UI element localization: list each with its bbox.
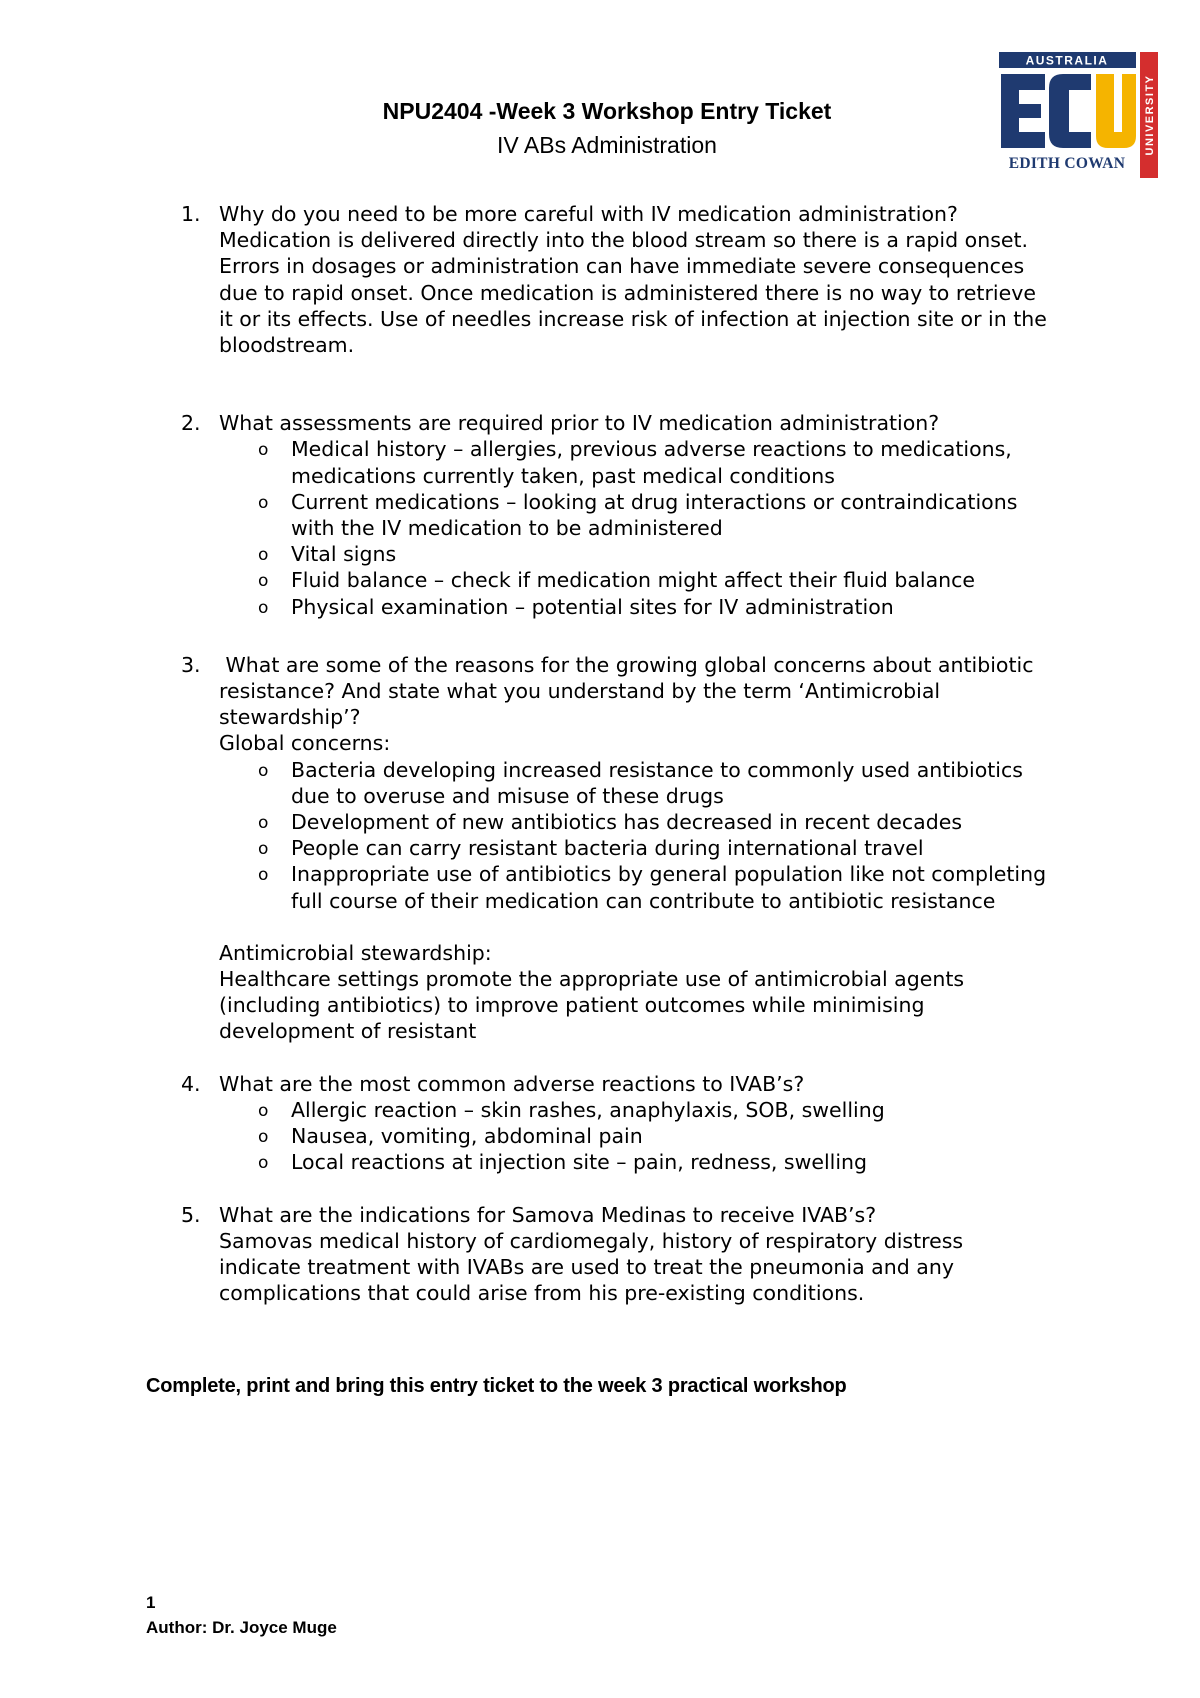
bullet-o-icon: o [258,1153,269,1174]
answer-bullet-list [219,1097,1049,1176]
list-item [219,835,1051,861]
answer-text: Healthcare settings promote the appropriate use of antimicrobial agents (including antibiotics) to improve patient outcomes while minimising development of resistant [219,967,971,1044]
logo-side-text: UNIVERSITY [1144,74,1156,156]
page-subtitle: IV ABs Administration [497,132,717,158]
spacer [0,358,1200,410]
bullet-o-icon: o [258,571,269,592]
list-item-text: Physical examination – potential sites for IV administration [291,594,894,619]
list-item-text: Current medications – looking at drug interactions or contraindications with the IV medication to be administered [291,489,1018,541]
bullet-o-icon: o [258,545,269,566]
list-item [219,541,1051,567]
question-text: What are the indications for Samova Medinas to receive IVAB’s? [219,1202,877,1227]
list-item [219,489,1051,541]
answer-heading: Antimicrobial stewardship: [219,940,492,965]
list-item-text: Development of new antibiotics has decreased in recent decades [291,810,963,835]
page-number: 1 [146,1593,156,1612]
list-item [219,436,1051,488]
list-item-text: People can carry resistant bacteria during international travel [291,836,924,861]
question-text: What are some of the reasons for the growing global concerns about antibiotic resistance? And state what you understand by the term ‘Antimicrobial stewardship’? [219,652,1041,730]
spacer [219,914,1049,940]
question-text: Why do you need to be more careful with IV medication administration? [219,202,958,226]
question-number: 1. [181,202,201,226]
author-line: Author: Dr. Joyce Muge [146,1618,337,1637]
list-item-text: Vital signs [291,542,397,567]
spacer [0,1045,1200,1071]
list-item-text: Allergic reaction – skin rashes, anaphylaxis, SOB, swelling [291,1097,885,1122]
page-title: NPU2404 -Week 3 Workshop Entry Ticket [382,98,832,124]
bullet-o-icon: o [258,813,269,834]
list-item-text: Bacteria developing increased resistance to commonly used antibiotics due to overuse and misuse of these drugs [291,757,1023,808]
question-2 [0,410,1049,620]
logo-top-text: AUSTRALIA [1025,53,1109,68]
bullet-o-icon: o [258,597,269,618]
answer-text: Medication is delivered directly into the blood stream so there is a rapid onset. Errors in dosages or administration can have immediate severe consequences due to rapid onset. Once medication is administered there is no way to retrieve it or its effects. Use of needles increase risk of infection at injection site or in the bloodstream. [219,228,1054,358]
bullet-o-icon: o [258,440,269,461]
bullet-o-icon: o [258,865,269,886]
question-text: What assessments are required prior to IV medication administration? [219,411,940,436]
spacer [0,620,1200,652]
answer-text: Samovas medical history of cardiomegaly, history of respiratory distress indicate treatment with IVABs are used to treat the pneumonia and any complications that could arise from his pre-existing conditions. [219,1228,970,1306]
list-item [219,757,1051,809]
list-item-text: Medical history – allergies, previous adverse reactions to medications, medications currently taken, past medical conditions [291,437,1012,488]
list-item-text: Inappropriate use of antibiotics by general population like not completing full course of their medication can contribute to antibiotic resistance [291,862,1047,913]
question-list [0,201,1200,1306]
question-4 [0,1071,1049,1176]
question-text: What are the most common adverse reactions to IVAB’s? [219,1071,805,1096]
question-number: 2. [181,411,201,436]
page-footer [146,1590,337,1640]
list-item-text: Fluid balance – check if medication might affect their fluid balance [291,568,976,593]
bullet-o-icon: o [258,1100,269,1121]
list-item [219,594,1051,620]
list-item [219,1149,1051,1175]
spacer [0,1176,1200,1202]
list-item [219,567,1051,593]
logo-bottom-text: EDITH COWAN [1008,155,1126,172]
answer-bullet-list [219,757,1049,914]
bullet-o-icon: o [258,1127,269,1148]
question-number: 3. [181,652,201,677]
answer-heading: Global concerns: [219,731,391,756]
bullet-o-icon: o [258,492,269,513]
list-item-text: Local reactions at injection site – pain, redness, swelling [291,1150,868,1175]
bullet-o-icon: o [258,760,269,781]
question-1 [0,201,1054,358]
question-number: 5. [181,1202,201,1227]
title-block [0,94,1200,162]
question-number: 4. [181,1071,201,1096]
bullet-o-icon: o [258,839,269,860]
question-5 [0,1202,1049,1307]
list-item-text: Nausea, vomiting, abdominal pain [291,1124,643,1149]
list-item [219,1097,1051,1123]
closing-instruction: Complete, print and bring this entry ticket to the week 3 practical workshop [146,1375,847,1397]
list-item [219,861,1051,913]
list-item [219,809,1051,835]
answer-bullet-list [219,436,1049,619]
question-3 [0,652,1049,1045]
list-item [219,1123,1051,1149]
